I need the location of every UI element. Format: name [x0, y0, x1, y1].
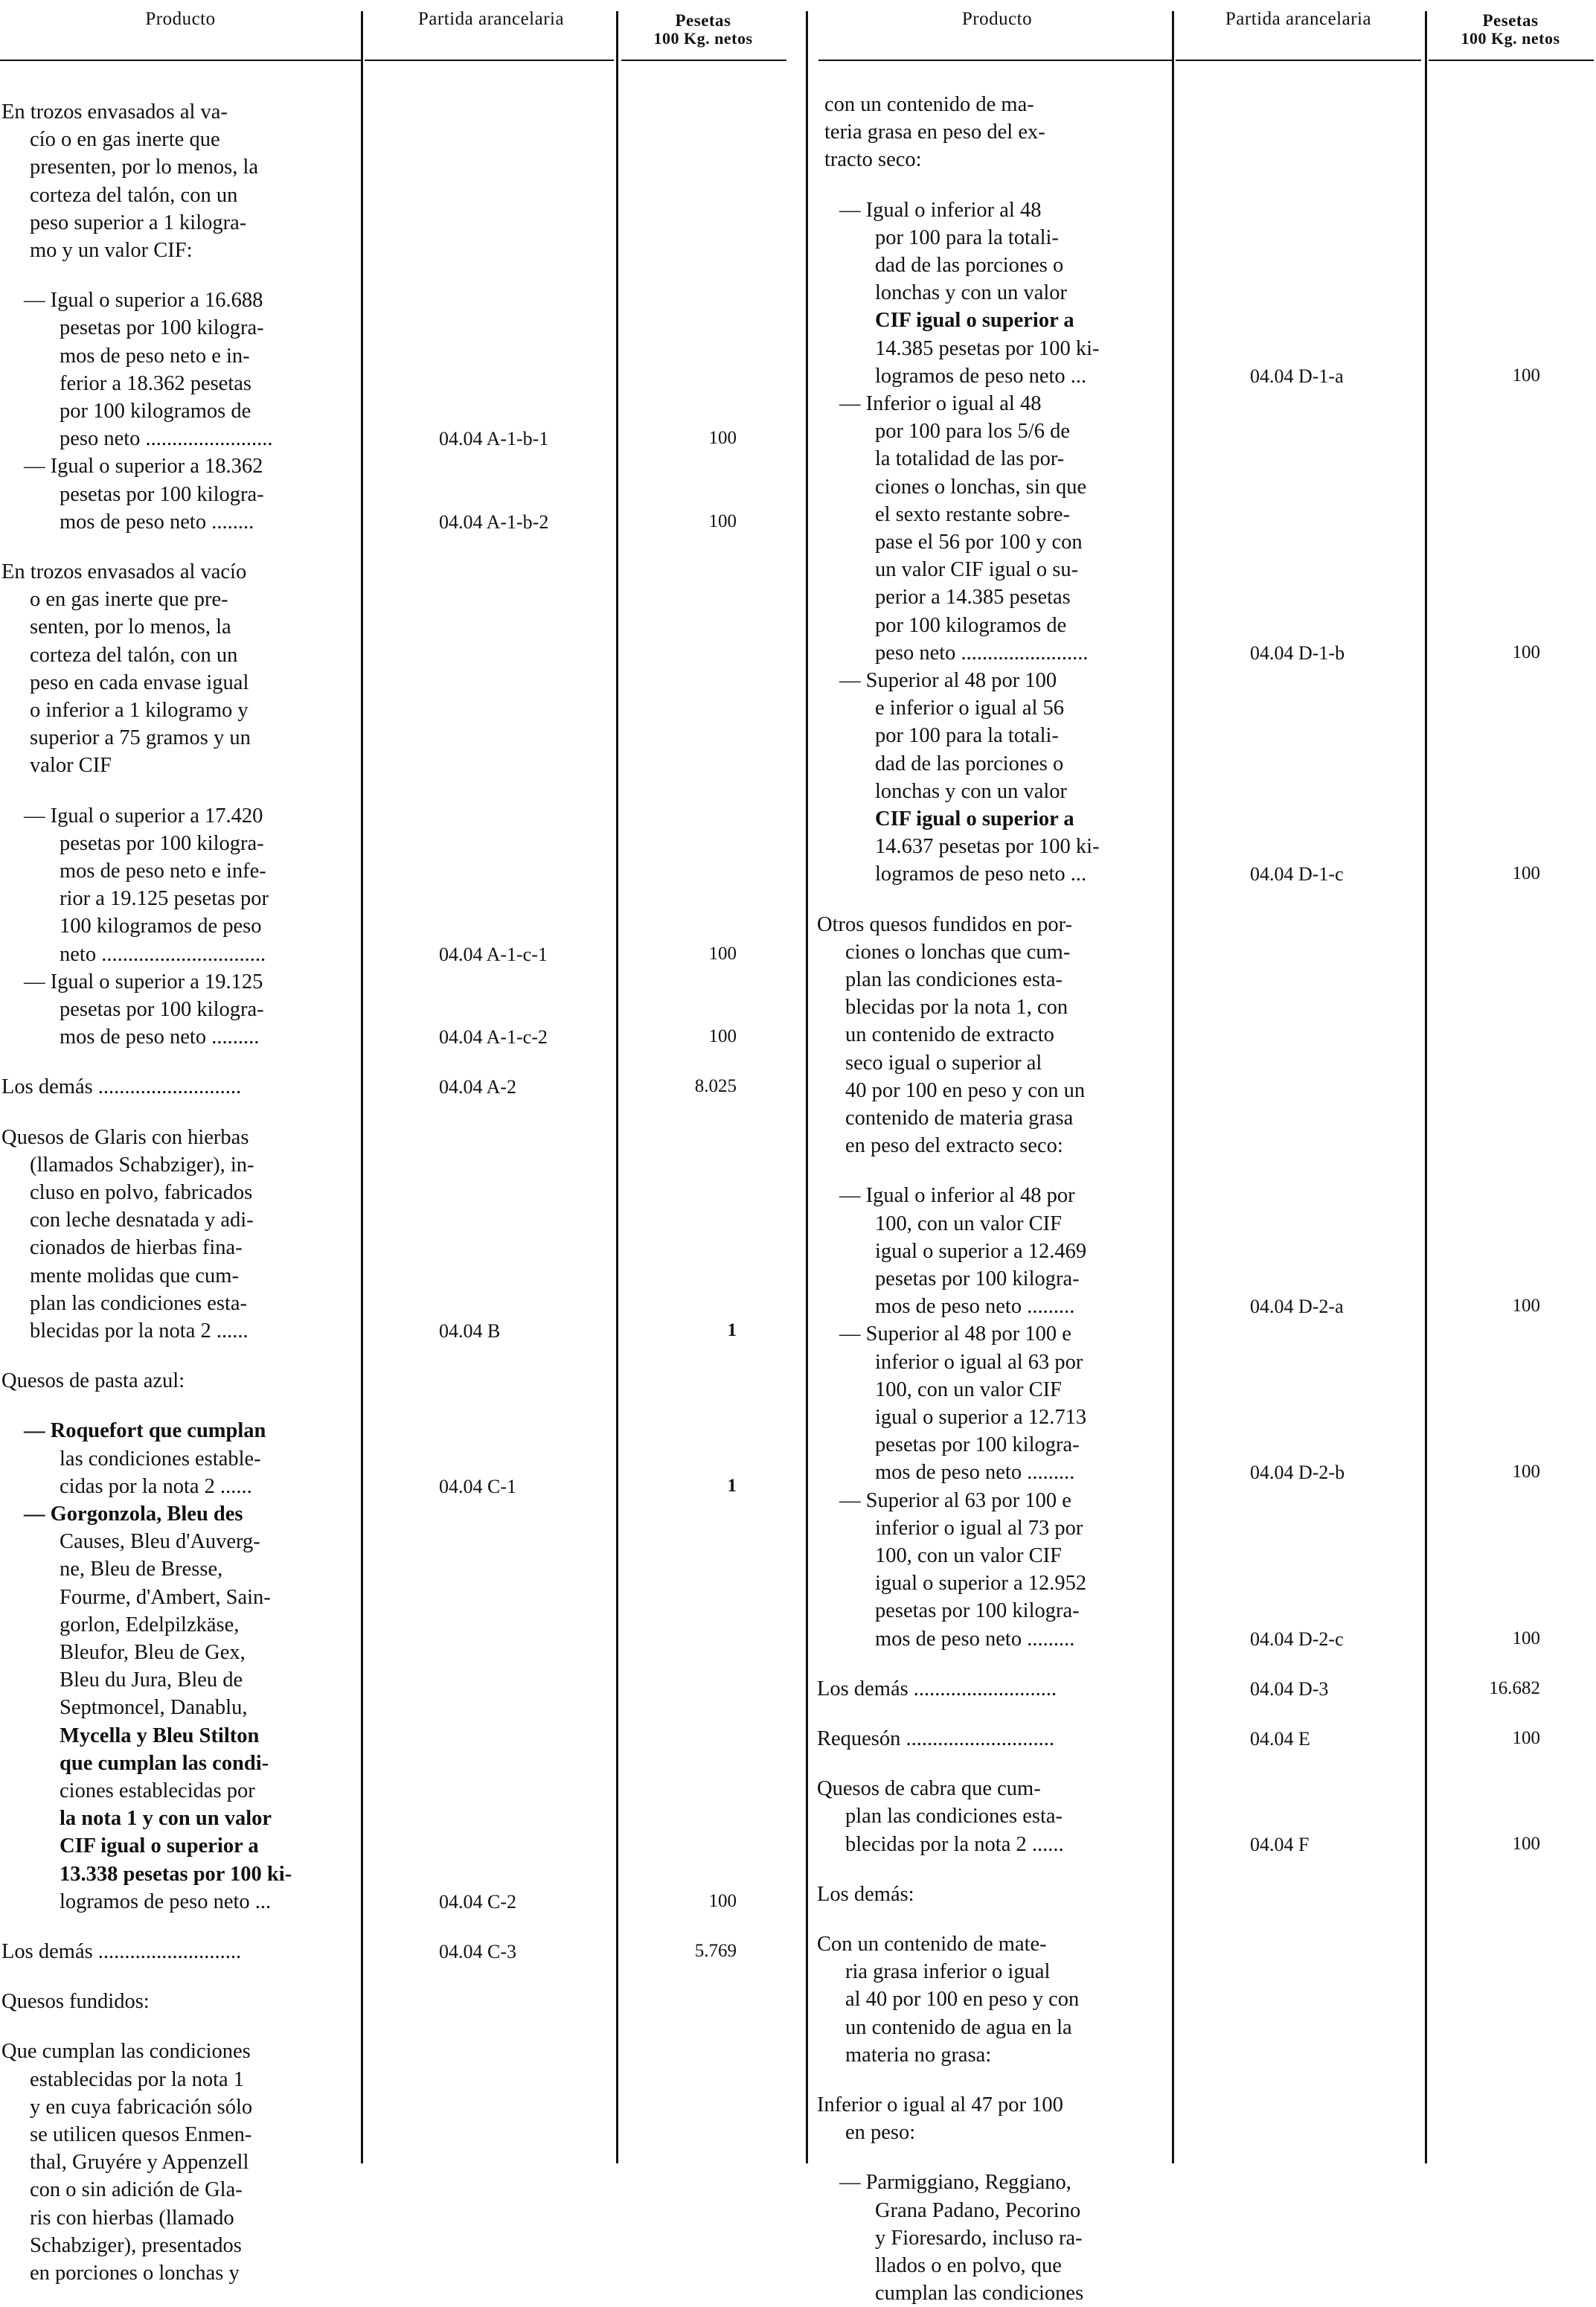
product-line: Requesón ............................: [817, 1727, 1055, 1750]
product-line: pesetas por 100 kilogra-: [60, 316, 264, 340]
product-line: con leche desnatada y adi-: [30, 1209, 254, 1232]
product-line: rior a 19.125 pesetas por: [60, 887, 269, 911]
pesetas-value: 1: [727, 1320, 737, 1340]
product-line: superior a 75 gramos y un: [30, 726, 251, 750]
product-line: presenten, por lo menos, la: [30, 156, 259, 179]
product-line: con un contenido de ma-: [824, 93, 1034, 116]
product-line: dad de las porciones o: [875, 752, 1064, 775]
header-pesetas-line1: Pesetas: [675, 11, 731, 30]
pesetas-value: 100: [1512, 1296, 1540, 1316]
product-entry: [1, 1500, 292, 1916]
product-line: — Igual o superior a 18.362: [24, 455, 263, 479]
product-line: 40 por 100 en peso y con un: [845, 1078, 1086, 1102]
tariff-code: 04.04 E: [1250, 1728, 1310, 1750]
header-producto: Producto: [961, 9, 1033, 29]
product-line: En trozos envasados al va-: [1, 100, 228, 124]
header-producto: Producto: [145, 9, 216, 29]
product-line: mos de peso neto .........: [60, 1025, 260, 1049]
header-pesetas-line1: Pesetas: [1482, 11, 1539, 30]
tariff-code: 04.04 C-2: [439, 1890, 516, 1913]
product-entry: [817, 91, 1045, 174]
tariff-code: 04.04 D-1-a: [1250, 365, 1344, 387]
tariff-code: 04.04 D-1-c: [1250, 863, 1344, 886]
product-entry: [817, 196, 1100, 390]
pesetas-value: 100: [1512, 1462, 1540, 1482]
product-line: thal, Gruyére y Appenzell: [30, 2151, 249, 2175]
product-line: en porciones o lonchas y: [30, 2262, 240, 2285]
product-line: Otros quesos fundidos en por-: [817, 912, 1072, 936]
product-line: Septmoncel, Danablu,: [60, 1696, 248, 1720]
tariff-code: 04.04 B: [439, 1320, 501, 1342]
product-line: 14.385 pesetas por 100 ki-: [875, 336, 1100, 360]
product-line: — Superior al 48 por 100: [839, 669, 1057, 692]
product-line: contenido de materia grasa: [845, 1107, 1074, 1130]
product-line: CIF igual o superior a: [875, 807, 1074, 831]
product-line: cío o en gas inerte que: [30, 128, 220, 152]
product-line: CIF igual o superior a: [60, 1834, 259, 1858]
product-line: Quesos de Glaris con hierbas: [1, 1125, 249, 1149]
pesetas-value: 100: [1512, 863, 1540, 884]
product-entry: [1, 98, 258, 264]
column-divider: [361, 11, 363, 2163]
product-line: pesetas por 100 kilogra-: [875, 1599, 1080, 1623]
product-line: pesetas por 100 kilogra-: [875, 1433, 1080, 1457]
product-line: mos de peso neto ........: [60, 510, 254, 534]
product-line: Grana Padano, Pecorino: [875, 2198, 1081, 2222]
product-line: plan las condiciones esta-: [845, 968, 1063, 991]
product-entry: [1, 287, 273, 452]
pesetas-value: 100: [708, 428, 737, 449]
tariff-code: 04.04 F: [1250, 1833, 1310, 1855]
product-line: ciones o lonchas, sin que: [875, 475, 1087, 499]
product-line: (llamados Schabziger), in-: [30, 1153, 254, 1177]
product-line: valor CIF: [30, 754, 112, 778]
product-line: Quesos de pasta azul:: [1, 1369, 185, 1393]
pesetas-value: 100: [708, 1026, 737, 1047]
pesetas-value: 100: [1512, 1728, 1540, 1748]
product-line: Los demás ...........................: [1, 1075, 242, 1099]
product-line: blecidas por la nota 2 ......: [30, 1319, 249, 1343]
product-line: Mycella y Bleu Stilton: [60, 1724, 260, 1747]
product-line: 100 kilogramos de peso: [60, 915, 262, 938]
product-line: Que cumplan las condiciones: [1, 2040, 251, 2064]
tariff-code: 04.04 D-1-b: [1250, 641, 1345, 664]
product-line: la nota 1 y con un valor: [60, 1807, 272, 1831]
product-line: Los demás ...........................: [817, 1677, 1057, 1700]
header-rule: [1176, 60, 1421, 61]
header-rule: [0, 60, 361, 61]
header-rule: [818, 60, 1172, 61]
product-entry: [1, 1367, 185, 1395]
header-pesetas-line2: 100 Kg. netos: [653, 29, 753, 48]
header-rule: [1429, 60, 1594, 61]
product-line: — Igual o superior a 16.688: [24, 289, 263, 313]
product-line: pesetas por 100 kilogra-: [60, 831, 264, 855]
product-line: 100, con un valor CIF: [875, 1212, 1062, 1235]
product-line: seco igual o superior al: [845, 1051, 1042, 1075]
product-line: peso en cada envase igual: [30, 671, 249, 694]
product-line: — Igual o inferior al 48 por: [839, 1184, 1075, 1208]
product-line: pesetas por 100 kilogra-: [60, 998, 264, 1021]
product-line: igual o superior a 12.952: [875, 1572, 1087, 1596]
product-line: un contenido de agua en la: [845, 2015, 1072, 2039]
product-entry: [817, 1487, 1086, 1653]
product-line: y en cuya fabricación sólo: [30, 2095, 253, 2119]
pesetas-value: 100: [1512, 641, 1540, 662]
product-line: logramos de peso neto ...: [875, 863, 1087, 886]
product-line: — Roquefort que cumplan: [24, 1419, 266, 1443]
product-entry: [817, 1320, 1086, 1486]
product-line: en peso del extracto seco:: [845, 1134, 1063, 1158]
pesetas-value: 100: [708, 1890, 737, 1911]
product-line: Fourme, d'Ambert, Sain-: [60, 1585, 271, 1609]
product-line: las condiciones estable-: [60, 1447, 261, 1471]
product-line: Los demás:: [817, 1882, 914, 1906]
product-line: ciones o lonchas que cum-: [845, 940, 1071, 964]
product-line: — Igual o inferior al 48: [839, 198, 1042, 222]
product-entry: [817, 1930, 1079, 2069]
product-line: mo y un valor CIF:: [30, 239, 193, 263]
tariff-code: 04.04 A-1-b-1: [439, 428, 549, 450]
tariff-code: 04.04 C-1: [439, 1475, 516, 1497]
product-line: por 100 para la totali-: [875, 724, 1059, 748]
product-line: Quesos fundidos:: [1, 1990, 150, 2014]
product-line: peso neto ........................: [875, 641, 1089, 665]
product-line: — Gorgonzola, Bleu des: [24, 1503, 243, 1526]
product-line: Causes, Bleu d'Auverg-: [60, 1530, 260, 1554]
product-line: 100, con un valor CIF: [875, 1378, 1062, 1401]
product-line: lonchas y con un valor: [875, 281, 1068, 305]
product-line: un valor CIF igual o su-: [875, 558, 1079, 582]
product-line: o inferior a 1 kilogramo y: [30, 699, 249, 723]
product-line: logramos de peso neto ...: [875, 364, 1087, 388]
product-entry: [1, 1938, 241, 1965]
product-line: — Superior al 63 por 100 e: [839, 1488, 1071, 1512]
tariff-code: 04.04 D-2-b: [1250, 1462, 1345, 1484]
header-pesetas: [1425, 12, 1596, 48]
product-line: pesetas por 100 kilogra-: [60, 482, 264, 506]
header-pesetas: [618, 12, 789, 48]
product-line: teria grasa en peso del ex-: [824, 121, 1045, 144]
product-line: peso neto ........................: [60, 427, 273, 451]
product-line: lonchas y con un valor: [875, 779, 1068, 803]
product-line: CIF igual o superior a: [875, 309, 1074, 333]
product-line: plan las condiciones esta-: [30, 1291, 248, 1315]
pesetas-value: 1: [727, 1475, 737, 1496]
product-line: senten, por lo menos, la: [30, 615, 231, 639]
product-line: se utilicen quesos Enmen-: [30, 2123, 252, 2146]
tariff-code: 04.04 A-1-c-2: [439, 1026, 548, 1049]
product-line: por 100 para la totali-: [875, 225, 1059, 249]
product-line: ris con hierbas (llamado: [30, 2206, 234, 2230]
product-line: llados o en polvo, que: [875, 2254, 1062, 2277]
product-line: corteza del talón, con un: [30, 183, 238, 207]
right-table: [807, 0, 1596, 2306]
product-line: cionados de hierbas fina-: [30, 1236, 243, 1260]
product-entry: [817, 2091, 1063, 2146]
product-line: — Inferior o igual al 48: [839, 392, 1042, 415]
product-line: — Superior al 48 por 100 e: [839, 1322, 1071, 1346]
product-line: ne, Bleu de Bresse,: [60, 1558, 223, 1581]
product-line: mos de peso neto e infe-: [60, 860, 266, 883]
product-line: mos de peso neto .........: [875, 1295, 1075, 1319]
header-partida: Partida arancelaria: [1225, 9, 1372, 29]
product-line: tracto seco:: [824, 148, 922, 172]
product-line: por 100 para los 5/6 de: [875, 420, 1070, 444]
product-line: mente molidas que cum-: [30, 1264, 239, 1287]
pesetas-value: 5.769: [694, 1941, 737, 1961]
product-entry: [817, 911, 1085, 1160]
product-line: Bleufor, Bleu de Gex,: [60, 1641, 246, 1665]
tariff-code: 04.04 D-2-a: [1250, 1296, 1344, 1318]
product-line: por 100 kilogramos de: [60, 400, 251, 423]
product-line: cumplan las condiciones: [875, 2282, 1084, 2306]
product-line: perior a 14.385 pesetas: [875, 586, 1071, 609]
product-line: Con un contenido de mate-: [817, 1933, 1047, 1956]
header-rule: [365, 60, 614, 61]
product-entry: [817, 1675, 1057, 1703]
product-line: blecidas por la nota 2 ......: [845, 1832, 1064, 1856]
product-line: inferior o igual al 73 por: [875, 1516, 1083, 1540]
pesetas-value: 100: [1512, 1628, 1540, 1648]
pesetas-value: 8.025: [694, 1076, 737, 1097]
product-line: pesetas por 100 kilogra-: [875, 1267, 1080, 1290]
product-line: — Igual o superior a 19.125: [24, 970, 263, 993]
column-divider: [1425, 11, 1427, 2163]
product-entry: [1, 1073, 241, 1101]
product-line: la totalidad de las por-: [875, 447, 1065, 471]
product-line: Inferior o igual al 47 por 100: [817, 2093, 1063, 2116]
tariff-code: 04.04 A-1-c-1: [439, 943, 548, 965]
header-pesetas-line2: 100 Kg. netos: [1461, 29, 1560, 48]
product-line: por 100 kilogramos de: [875, 613, 1067, 637]
tariff-code: 04.04 D-2-c: [1250, 1628, 1344, 1650]
product-line: mos de peso neto e in-: [60, 344, 250, 368]
product-entry: [817, 1775, 1064, 1858]
product-line: logramos de peso neto ...: [60, 1890, 272, 1913]
product-line: ferior a 18.362 pesetas: [60, 371, 251, 395]
product-line: ria grasa inferior o igual: [845, 1960, 1051, 1984]
product-line: 13.338 pesetas por 100 ki-: [60, 1862, 292, 1886]
product-line: inferior o igual al 63 por: [875, 1350, 1083, 1374]
product-line: e inferior o igual al 56: [875, 697, 1065, 720]
product-line: ciones establecidas por: [60, 1779, 255, 1803]
pesetas-value: 100: [1512, 365, 1540, 385]
product-line: corteza del talón, con un: [30, 643, 238, 667]
product-line: igual o superior a 12.713: [875, 1406, 1087, 1429]
product-line: plan las condiciones esta-: [845, 1805, 1063, 1828]
product-line: cidas por la nota 2 ......: [60, 1474, 252, 1498]
product-line: blecidas por la nota 1, con: [845, 996, 1068, 1020]
tariff-code: 04.04 A-1-b-2: [439, 511, 549, 533]
product-entry: [1, 452, 264, 536]
product-line: el sexto restante sobre-: [875, 502, 1070, 526]
product-entry: [817, 390, 1089, 667]
product-line: establecidas por la nota 1: [30, 2067, 245, 2091]
tariff-code: 04.04 A-2: [439, 1076, 516, 1098]
product-line: — Igual o superior a 17.420: [24, 804, 263, 828]
product-line: pase el 56 por 100 y con: [875, 531, 1083, 554]
pesetas-value: 16.682: [1489, 1677, 1540, 1698]
product-entry: [1, 1124, 254, 1346]
product-line: que cumplan las condi-: [60, 1751, 269, 1775]
product-line: En trozos envasados al vacío: [1, 560, 247, 583]
product-line: neto ...............................: [60, 942, 266, 966]
product-line: en peso:: [845, 2121, 916, 2145]
product-entry: [817, 1725, 1054, 1753]
product-entry: [817, 667, 1100, 889]
column-divider: [1172, 11, 1174, 2163]
product-entry: [1, 2038, 252, 2287]
product-line: mos de peso neto .........: [875, 1461, 1075, 1485]
product-entry: [1, 802, 269, 968]
tariff-code: 04.04 C-3: [439, 1941, 516, 1962]
product-line: y Fioresardo, incluso ra-: [875, 2226, 1083, 2250]
product-line: mos de peso neto .........: [875, 1627, 1075, 1651]
product-entry: [817, 2169, 1083, 2307]
product-line: Los demás ...........................: [1, 1940, 242, 1963]
product-line: gorlon, Edelpilzkäse,: [60, 1613, 240, 1636]
product-line: igual o superior a 12.469: [875, 1239, 1087, 1263]
product-entry: [1, 558, 251, 780]
product-line: peso superior a 1 kilogra-: [30, 211, 247, 234]
product-line: — Parmiggiano, Reggiano,: [839, 2171, 1071, 2195]
column-divider: [616, 11, 618, 2163]
pesetas-value: 100: [1512, 1833, 1540, 1854]
product-entry: [1, 968, 264, 1052]
product-entry: [817, 1881, 914, 1908]
tariff-code: 04.04 D-3: [1250, 1677, 1329, 1700]
product-line: al 40 por 100 en peso y con: [845, 1988, 1080, 2012]
header-partida: Partida arancelaria: [417, 9, 565, 29]
product-line: Schabziger), presentados: [30, 2233, 242, 2257]
product-line: un contenido de extracto: [845, 1023, 1054, 1047]
product-line: Bleu du Jura, Bleu de: [60, 1668, 243, 1692]
product-entry: [1, 1417, 266, 1500]
product-line: Quesos de cabra que cum-: [817, 1777, 1041, 1801]
product-line: materia no grasa:: [845, 2043, 992, 2067]
product-line: 14.637 pesetas por 100 ki-: [875, 835, 1100, 859]
pesetas-value: 100: [708, 943, 737, 964]
product-line: o en gas inerte que pre-: [30, 588, 228, 612]
product-line: cluso en polvo, fabricados: [30, 1181, 253, 1204]
header-rule: [621, 60, 786, 61]
pesetas-value: 100: [708, 511, 737, 531]
product-line: con o sin adición de Gla-: [30, 2178, 243, 2202]
product-line: dad de las porciones o: [875, 254, 1064, 277]
product-entry: [1, 1988, 150, 2015]
product-entry: [817, 1182, 1086, 1320]
product-line: 100, con un valor CIF: [875, 1544, 1062, 1567]
